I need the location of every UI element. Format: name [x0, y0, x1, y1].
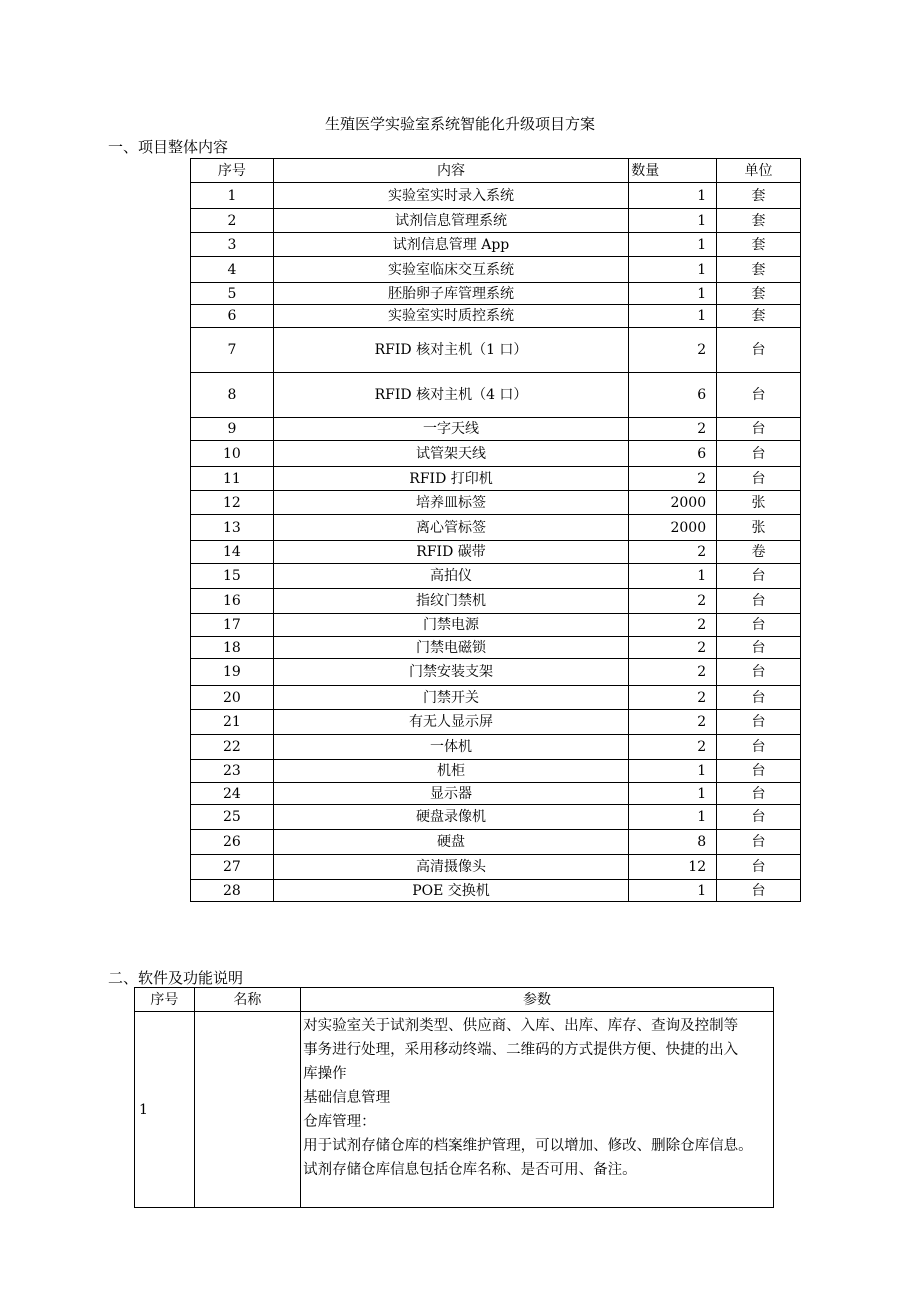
- params-line: 试剂存储仓库信息包括仓库名称、是否可用、备注。: [303, 1162, 637, 1178]
- table1-row: [191, 373, 801, 418]
- table1-cell-no: 17: [191, 614, 274, 637]
- table1-row: [191, 735, 801, 760]
- document-title: 生殖医学实验室系统智能化升级项目方案: [324, 115, 595, 133]
- table1-cell-unit: 套: [717, 257, 801, 283]
- table2-cell-no: 1: [135, 1012, 195, 1208]
- table1-cell-unit: 台: [717, 880, 801, 902]
- table1-cell-unit: 台: [717, 760, 801, 783]
- section1-heading: 一、项目整体内容: [108, 138, 229, 156]
- table1-header-no: 序号: [191, 159, 274, 183]
- table1-header-qty: 数量: [629, 159, 717, 183]
- table1-cell-no: 28: [191, 880, 274, 902]
- table1-row: [191, 783, 801, 805]
- table1-cell-content: RFID 打印机: [273, 467, 628, 491]
- table1-cell-content: 门禁电源: [273, 614, 628, 637]
- table1-cell-content: 硬盘: [273, 830, 628, 855]
- table1-cell-content: RFID 碳带: [273, 541, 628, 564]
- table1-cell-qty: 1: [629, 257, 717, 283]
- table1-row: [191, 515, 801, 541]
- software-function-table: [134, 987, 774, 1208]
- table1-cell-content: 胚胎卵子库管理系统: [273, 283, 628, 305]
- table1-cell-unit: 套: [717, 283, 801, 305]
- table1-cell-unit: 台: [717, 659, 801, 686]
- table1-row: [191, 441, 801, 467]
- table1-cell-content: 高拍仪: [273, 564, 628, 589]
- table1-cell-unit: 台: [717, 418, 801, 441]
- table1-cell-no: 13: [191, 515, 274, 541]
- params-line: 事务进行处理，采用移动终端、二维码的方式提供方便、快捷的出入: [303, 1042, 739, 1058]
- table1-cell-no: 3: [191, 233, 274, 257]
- table1-cell-no: 5: [191, 283, 274, 305]
- table1-cell-no: 24: [191, 783, 274, 805]
- table1-cell-no: 9: [191, 418, 274, 441]
- params-line: 库操作: [303, 1066, 347, 1082]
- table1-cell-no: 7: [191, 328, 274, 373]
- table1-cell-content: 机柜: [273, 760, 628, 783]
- table1-cell-content: 一字天线: [273, 418, 628, 441]
- table2-header-no: 序号: [135, 988, 195, 1012]
- table1-cell-unit: 台: [717, 441, 801, 467]
- table1-cell-qty: 1: [629, 805, 717, 830]
- table1-cell-content: 一体机: [273, 735, 628, 760]
- table1-row: [191, 541, 801, 564]
- table1-row: [191, 659, 801, 686]
- table1-row: [191, 564, 801, 589]
- table1-cell-qty: 1: [629, 283, 717, 305]
- params-line: 用于试剂存储仓库的档案维护管理，可以增加、修改、删除仓库信息。: [303, 1138, 753, 1154]
- table1-cell-qty: 1: [629, 564, 717, 589]
- table2-header-name: 名称: [194, 988, 300, 1012]
- table1-row: [191, 283, 801, 305]
- table1-row: [191, 855, 801, 880]
- table1-cell-content: 试剂信息管理 App: [273, 233, 628, 257]
- table2-header-row: [135, 988, 774, 1012]
- table1-cell-content: 试管架天线: [273, 441, 628, 467]
- table1-cell-content: 门禁安装支架: [273, 659, 628, 686]
- table1-cell-qty: 2000: [629, 515, 717, 541]
- table1-row: [191, 491, 801, 515]
- table1-cell-unit: 台: [717, 710, 801, 735]
- table1-cell-no: 22: [191, 735, 274, 760]
- table2-row: [135, 1012, 774, 1208]
- table1-cell-qty: 2: [629, 467, 717, 491]
- table1-cell-content: 培养皿标签: [273, 491, 628, 515]
- table1-cell-qty: 12: [629, 855, 717, 880]
- table1-cell-unit: 台: [717, 686, 801, 710]
- table1-row: [191, 257, 801, 283]
- table1-cell-unit: 套: [717, 305, 801, 328]
- table1-cell-qty: 1: [629, 783, 717, 805]
- table1-cell-unit: 台: [717, 783, 801, 805]
- table1-cell-no: 26: [191, 830, 274, 855]
- table1-row: [191, 830, 801, 855]
- table1-cell-no: 27: [191, 855, 274, 880]
- table1-cell-unit: 张: [717, 515, 801, 541]
- table1-cell-no: 8: [191, 373, 274, 418]
- table1-cell-no: 21: [191, 710, 274, 735]
- table2-cell-params: [301, 1012, 774, 1208]
- table1-cell-unit: 台: [717, 735, 801, 760]
- table1-row: [191, 418, 801, 441]
- table1-cell-content: 试剂信息管理系统: [273, 209, 628, 233]
- project-items-table: [190, 158, 801, 902]
- table1-cell-unit: 台: [717, 589, 801, 614]
- table1-row: [191, 710, 801, 735]
- table1-row: [191, 637, 801, 659]
- section2-heading: 二、软件及功能说明: [108, 969, 244, 987]
- table1-cell-content: 有无人显示屏: [273, 710, 628, 735]
- table1-cell-unit: 卷: [717, 541, 801, 564]
- table1-cell-qty: 2000: [629, 491, 717, 515]
- table1-cell-no: 20: [191, 686, 274, 710]
- table1-cell-content: 实验室临床交互系统: [273, 257, 628, 283]
- table1-cell-no: 4: [191, 257, 274, 283]
- table1-row: [191, 467, 801, 491]
- table1-cell-qty: 1: [629, 233, 717, 257]
- table1-cell-qty: 2: [629, 659, 717, 686]
- table1-cell-no: 6: [191, 305, 274, 328]
- table1-row: [191, 183, 801, 209]
- table1-header-unit: 单位: [717, 159, 801, 183]
- table1-cell-no: 10: [191, 441, 274, 467]
- params-line: 基础信息管理: [303, 1090, 391, 1106]
- table1-cell-qty: 2: [629, 418, 717, 441]
- table1-cell-no: 16: [191, 589, 274, 614]
- table1-cell-no: 18: [191, 637, 274, 659]
- table1-cell-content: 离心管标签: [273, 515, 628, 541]
- table1-cell-unit: 套: [717, 209, 801, 233]
- table1-cell-no: 1: [191, 183, 274, 209]
- table1-cell-content: 实验室实时质控系统: [273, 305, 628, 328]
- table1-cell-unit: 台: [717, 564, 801, 589]
- table1-cell-qty: 2: [629, 614, 717, 637]
- table1-row: [191, 328, 801, 373]
- table1-cell-qty: 2: [629, 541, 717, 564]
- table1-cell-qty: 1: [629, 760, 717, 783]
- table1-cell-unit: 台: [717, 328, 801, 373]
- table2-header-params: 参数: [301, 988, 774, 1012]
- table1-cell-qty: 1: [629, 209, 717, 233]
- table1-row: [191, 686, 801, 710]
- table1-cell-unit: 台: [717, 637, 801, 659]
- table1-header-content: 内容: [273, 159, 628, 183]
- table1-cell-qty: 2: [629, 686, 717, 710]
- table1-row: [191, 805, 801, 830]
- table1-cell-content: POE 交换机: [273, 880, 628, 902]
- table1-row: [191, 614, 801, 637]
- table1-cell-no: 19: [191, 659, 274, 686]
- table1-cell-unit: 套: [717, 183, 801, 209]
- table1-cell-no: 2: [191, 209, 274, 233]
- table1-row: [191, 209, 801, 233]
- table1-cell-qty: 1: [629, 183, 717, 209]
- table1-row: [191, 760, 801, 783]
- table1-cell-unit: 台: [717, 805, 801, 830]
- table1-cell-unit: 台: [717, 830, 801, 855]
- table1-cell-content: 高清摄像头: [273, 855, 628, 880]
- table1-cell-content: 门禁电磁锁: [273, 637, 628, 659]
- table1-cell-content: 指纹门禁机: [273, 589, 628, 614]
- table1-cell-no: 14: [191, 541, 274, 564]
- params-line: 对实验室关于试剂类型、供应商、入库、出库、库存、查询及控制等: [303, 1018, 739, 1034]
- table1-cell-content: 实验室实时录入系统: [273, 183, 628, 209]
- table1-cell-unit: 台: [717, 855, 801, 880]
- table1-cell-no: 15: [191, 564, 274, 589]
- table1-cell-qty: 2: [629, 710, 717, 735]
- table1-cell-unit: 张: [717, 491, 801, 515]
- table1-cell-qty: 8: [629, 830, 717, 855]
- table1-cell-content: 门禁开关: [273, 686, 628, 710]
- table1-cell-no: 25: [191, 805, 274, 830]
- table1-cell-content: RFID 核对主机（4 口）: [273, 373, 628, 418]
- table1-cell-no: 11: [191, 467, 274, 491]
- table1-cell-qty: 6: [629, 373, 717, 418]
- table1-cell-unit: 套: [717, 233, 801, 257]
- table1-row: [191, 233, 801, 257]
- table1-header-row: [191, 159, 801, 183]
- table1-cell-no: 12: [191, 491, 274, 515]
- table1-cell-qty: 1: [629, 880, 717, 902]
- table1-cell-qty: 2: [629, 328, 717, 373]
- table1-cell-unit: 台: [717, 373, 801, 418]
- table1-cell-qty: 2: [629, 589, 717, 614]
- table1-cell-qty: 2: [629, 637, 717, 659]
- table1-cell-no: 23: [191, 760, 274, 783]
- table1-cell-unit: 台: [717, 614, 801, 637]
- table1-cell-qty: 6: [629, 441, 717, 467]
- table1-row: [191, 305, 801, 328]
- table1-cell-content: 显示器: [273, 783, 628, 805]
- table1-row: [191, 880, 801, 902]
- table1-cell-content: RFID 核对主机（1 口）: [273, 328, 628, 373]
- table1-cell-content: 硬盘录像机: [273, 805, 628, 830]
- params-line: 仓库管理：: [303, 1114, 376, 1130]
- table1-cell-qty: 1: [629, 305, 717, 328]
- table1-cell-qty: 2: [629, 735, 717, 760]
- table1-row: [191, 589, 801, 614]
- table2-cell-name: [194, 1012, 300, 1208]
- table1-cell-unit: 台: [717, 467, 801, 491]
